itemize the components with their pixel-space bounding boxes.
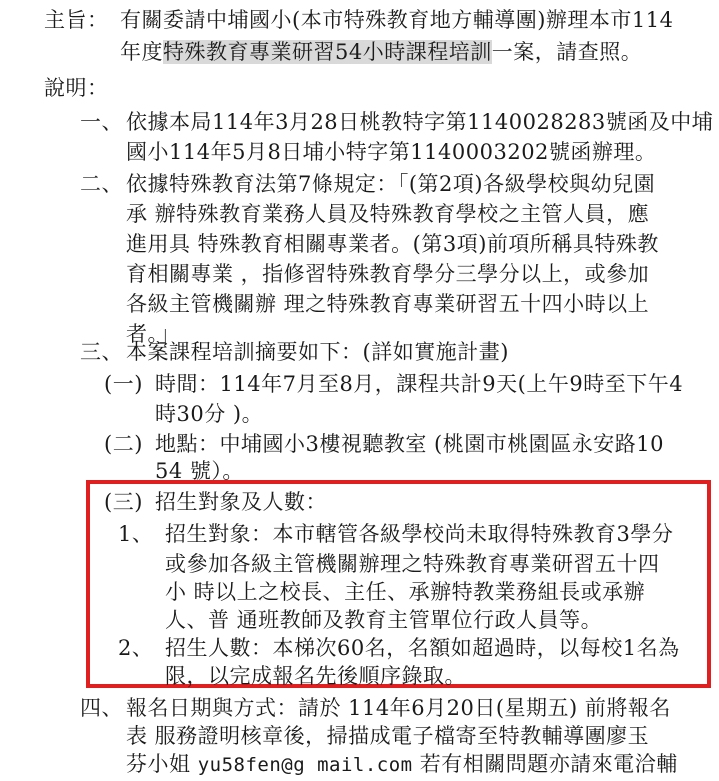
item-4-line-1: 報名日期與方式：請於 114年6月20日(星期五) 前將報名: [126, 696, 671, 720]
recruit-count-line-2: 限，以完成報名先後順序錄取。: [165, 664, 466, 688]
recruit-count-number: 2、: [118, 636, 154, 660]
item-1-number: 一、: [80, 110, 123, 134]
item-3-sub-2-line-2: 54 號）。: [155, 459, 244, 483]
item-3-sub-2-number: (二): [104, 432, 143, 456]
explanation-label: 說明：: [44, 76, 109, 100]
item-3-sub-3-number: (三): [104, 490, 143, 514]
item-2-line-4: 育相關專業 ，指修習特殊教育學分三學分以上，或參加: [126, 262, 650, 286]
item-4-line-3: [126, 748, 678, 781]
recruit-target-line-2: 或參加各級主管機關辦理之特殊教育專業研習五十四: [165, 552, 660, 576]
subject-year: 年度: [120, 40, 163, 64]
subject-ending: 一案，請查照。: [491, 40, 643, 64]
contact-note: 若有相關問題亦請來電洽輔: [412, 752, 678, 776]
subject-label: 主旨：: [44, 8, 109, 32]
item-1-line-1: 依據本局114年3月28日桃教特字第1140028283號函及中埔: [126, 110, 714, 134]
recruit-target-line-4: 人、普 通班教師及教育主管單位行政人員等。: [165, 608, 603, 632]
item-2-line-1: 依據特殊教育法第7條規定：「(第2項)各級學校與幼兒園: [126, 172, 656, 196]
item-3-line-1: 本案課程培訓摘要如下：(詳如實施計畫): [126, 340, 509, 364]
highlighted-course-title: 特殊教育專業研習54小時課程培訓: [163, 40, 492, 64]
subject-line-2: [120, 36, 642, 68]
recruit-count-line-1: 招生人數：本梯次60名，名額如超過時，以每校1名為: [165, 636, 680, 660]
item-1-line-2: 國小114年5月8日埔小特字第1140003202號函辦理。: [126, 140, 657, 164]
item-2-number: 二、: [80, 172, 123, 196]
item-2-line-6: 者。」: [126, 322, 180, 346]
item-4-number: 四、: [80, 696, 123, 720]
item-4-line-2: 表 服務證明核章後，掃描成電子檔寄至特教輔導團廖玉: [126, 724, 650, 748]
item-3-sub-2-line-1: 地點：中埔國小3樓視聽教室 (桃園市桃園區永安路10: [155, 432, 664, 456]
item-3-sub-3-line-1: 招生對象及人數：: [155, 490, 327, 514]
item-3-sub-1-line-1: 時間：114年7月至8月，課程共計9天(上午9時至下午4: [155, 372, 684, 396]
recruit-target-number: 1、: [118, 522, 154, 546]
recruit-target-line-3: 小 時以上之校長、主任、承辦特教業務組長或承辦: [165, 580, 646, 604]
item-2-line-2: 承 辦特殊教育業務人員及特殊教育學校之主管人員，應: [126, 202, 650, 226]
item-2-line-3: 進用具 特殊教育相關專業者。(第3項)前項所稱具特殊教: [126, 232, 659, 256]
item-3-number: 三、: [80, 340, 123, 364]
contact-email: yu58fen@g mail.com: [197, 754, 413, 776]
contact-person: 芬小姐: [126, 752, 198, 776]
subject-line-1: 有關委請中埔國小(本市特殊教育地方輔導團)辦理本市114: [120, 8, 674, 32]
recruit-target-line-1: 招生對象：本市轄管各級學校尚未取得特殊教育3學分: [165, 522, 674, 546]
item-3-sub-1-number: (一): [104, 372, 143, 396]
item-3-sub-1-line-2: 時30分 )。: [155, 402, 264, 426]
item-2-line-5: 各級主管機關辦 理之特殊教育專業研習五十四小時以上: [126, 292, 650, 316]
